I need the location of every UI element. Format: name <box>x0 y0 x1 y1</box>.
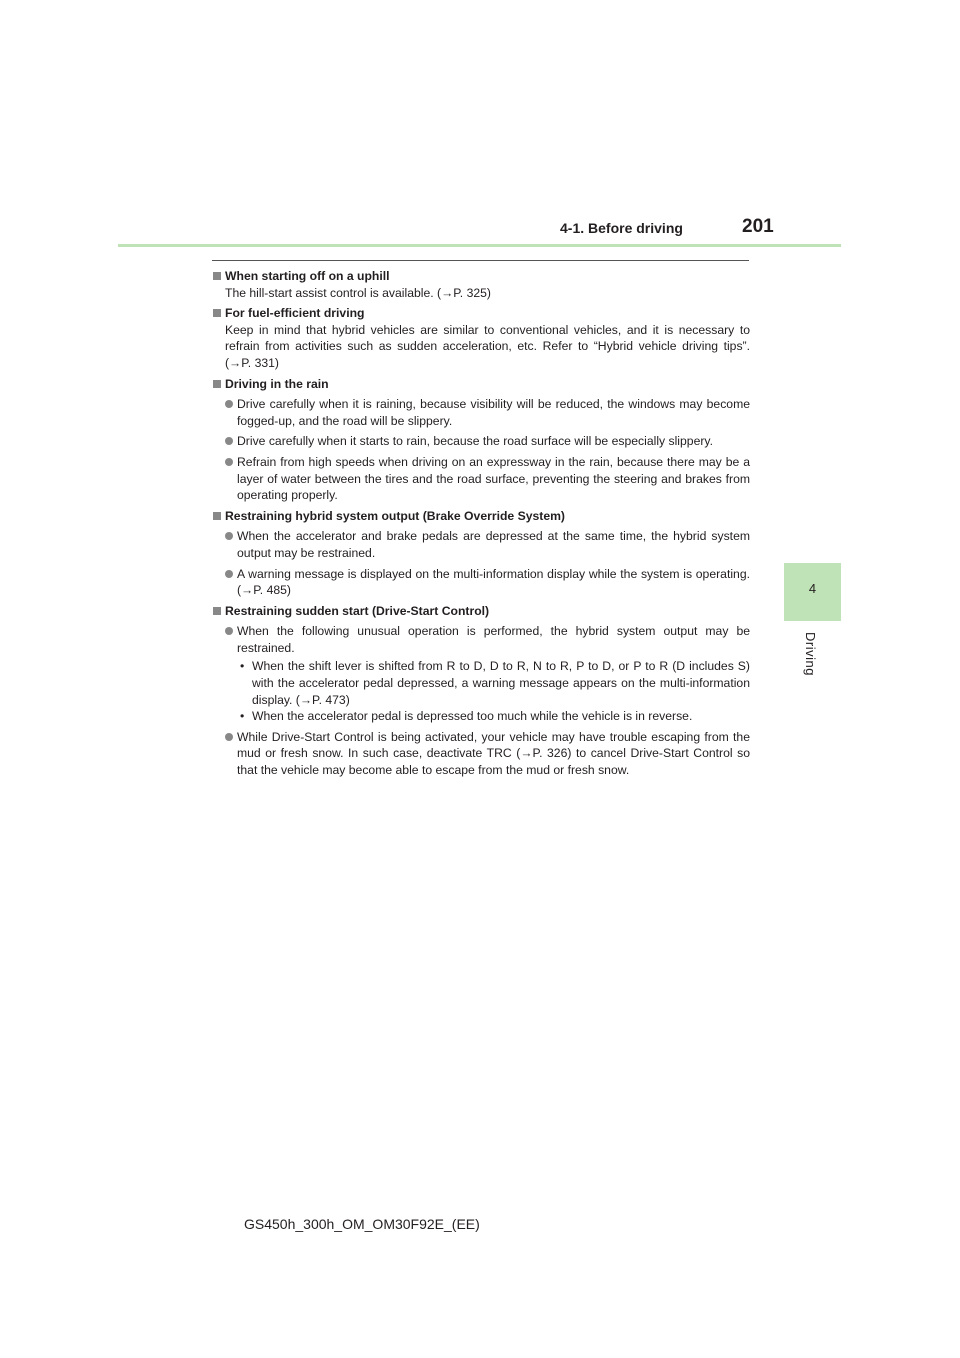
chapter-number: 4 <box>808 581 817 596</box>
section-heading: When starting off on a uphill <box>212 268 750 285</box>
content-divider <box>212 260 749 261</box>
list-item: A warning message is displayed on the multi-information display while the system is operating. (→P. 485) <box>212 566 750 599</box>
circle-bullet-icon <box>225 570 233 578</box>
sub-list-item: • When the accelerator pedal is depressed too much while the vehicle is in reverse. <box>240 709 693 724</box>
list-item: Drive carefully when it is raining, because visibility will be reduced, the windows may become fogged-up, and the road will be slippery. <box>212 396 750 429</box>
list-item: When the accelerator and brake pedals are depressed at the same time, the hybrid system output may be restrained. <box>212 528 750 561</box>
section-heading: For fuel-efficient driving <box>212 305 750 322</box>
section-heading: Restraining sudden start (Drive-Start Control) <box>212 603 750 620</box>
list-item: When the following unusual operation is performed, the hybrid system output may be restrained. <box>212 623 750 656</box>
square-bullet-icon <box>213 607 221 615</box>
chapter-label: Driving <box>803 632 818 676</box>
circle-bullet-icon <box>225 532 233 540</box>
list-item: Refrain from high speeds when driving on an expressway in the rain, because there may be a layer of water between the tires and the road surface, preventing the steering and brakes from operating properly. <box>212 454 750 504</box>
header-divider <box>118 244 841 247</box>
circle-bullet-icon <box>225 437 233 445</box>
circle-bullet-icon <box>225 400 233 408</box>
square-bullet-icon <box>213 512 221 520</box>
document-code: GS450h_300h_OM_OM30F92E_(EE) <box>244 1216 480 1232</box>
list-item: While Drive-Start Control is being activated, your vehicle may have trouble escaping from the mud or fresh snow. In such case, deactivate TRC (→P. 326) to cancel Drive-Start Control so that the vehicle may become able to escape from the mud or fresh snow. <box>212 729 750 779</box>
circle-bullet-icon <box>225 627 233 635</box>
dot-marker-icon: • <box>240 659 245 674</box>
page-content <box>212 268 750 783</box>
section-paragraph: The hill-start assist control is available. (→P. 325) <box>225 285 491 300</box>
sub-list-item: • When the shift lever is shifted from R to D, D to R, N to R, P to D, or P to R (D includes S) with the accelerator pedal depressed, a warning message appears on the multi-information display. (→P. 473) <box>240 659 750 707</box>
section-heading: Restraining hybrid system output (Brake Override System) <box>212 508 750 525</box>
dot-marker-icon: • <box>240 709 245 724</box>
page-number: 201 <box>742 216 774 237</box>
square-bullet-icon <box>213 309 221 317</box>
section-heading: Driving in the rain <box>212 376 750 393</box>
circle-bullet-icon <box>225 733 233 741</box>
square-bullet-icon <box>213 380 221 388</box>
circle-bullet-icon <box>225 458 233 466</box>
chapter-tab <box>784 563 841 621</box>
section-paragraph: Keep in mind that hybrid vehicles are similar to conventional vehicles, and it is necessary to refrain from activities such as sudden acceleration, etc. Refer to “Hybrid vehicle driving tips”. (→P. 331) <box>225 322 750 370</box>
list-item: Drive carefully when it starts to rain, because the road surface will be especially slippery. <box>212 433 750 450</box>
square-bullet-icon <box>213 272 221 280</box>
running-header-section: 4-1. Before driving <box>560 220 683 236</box>
